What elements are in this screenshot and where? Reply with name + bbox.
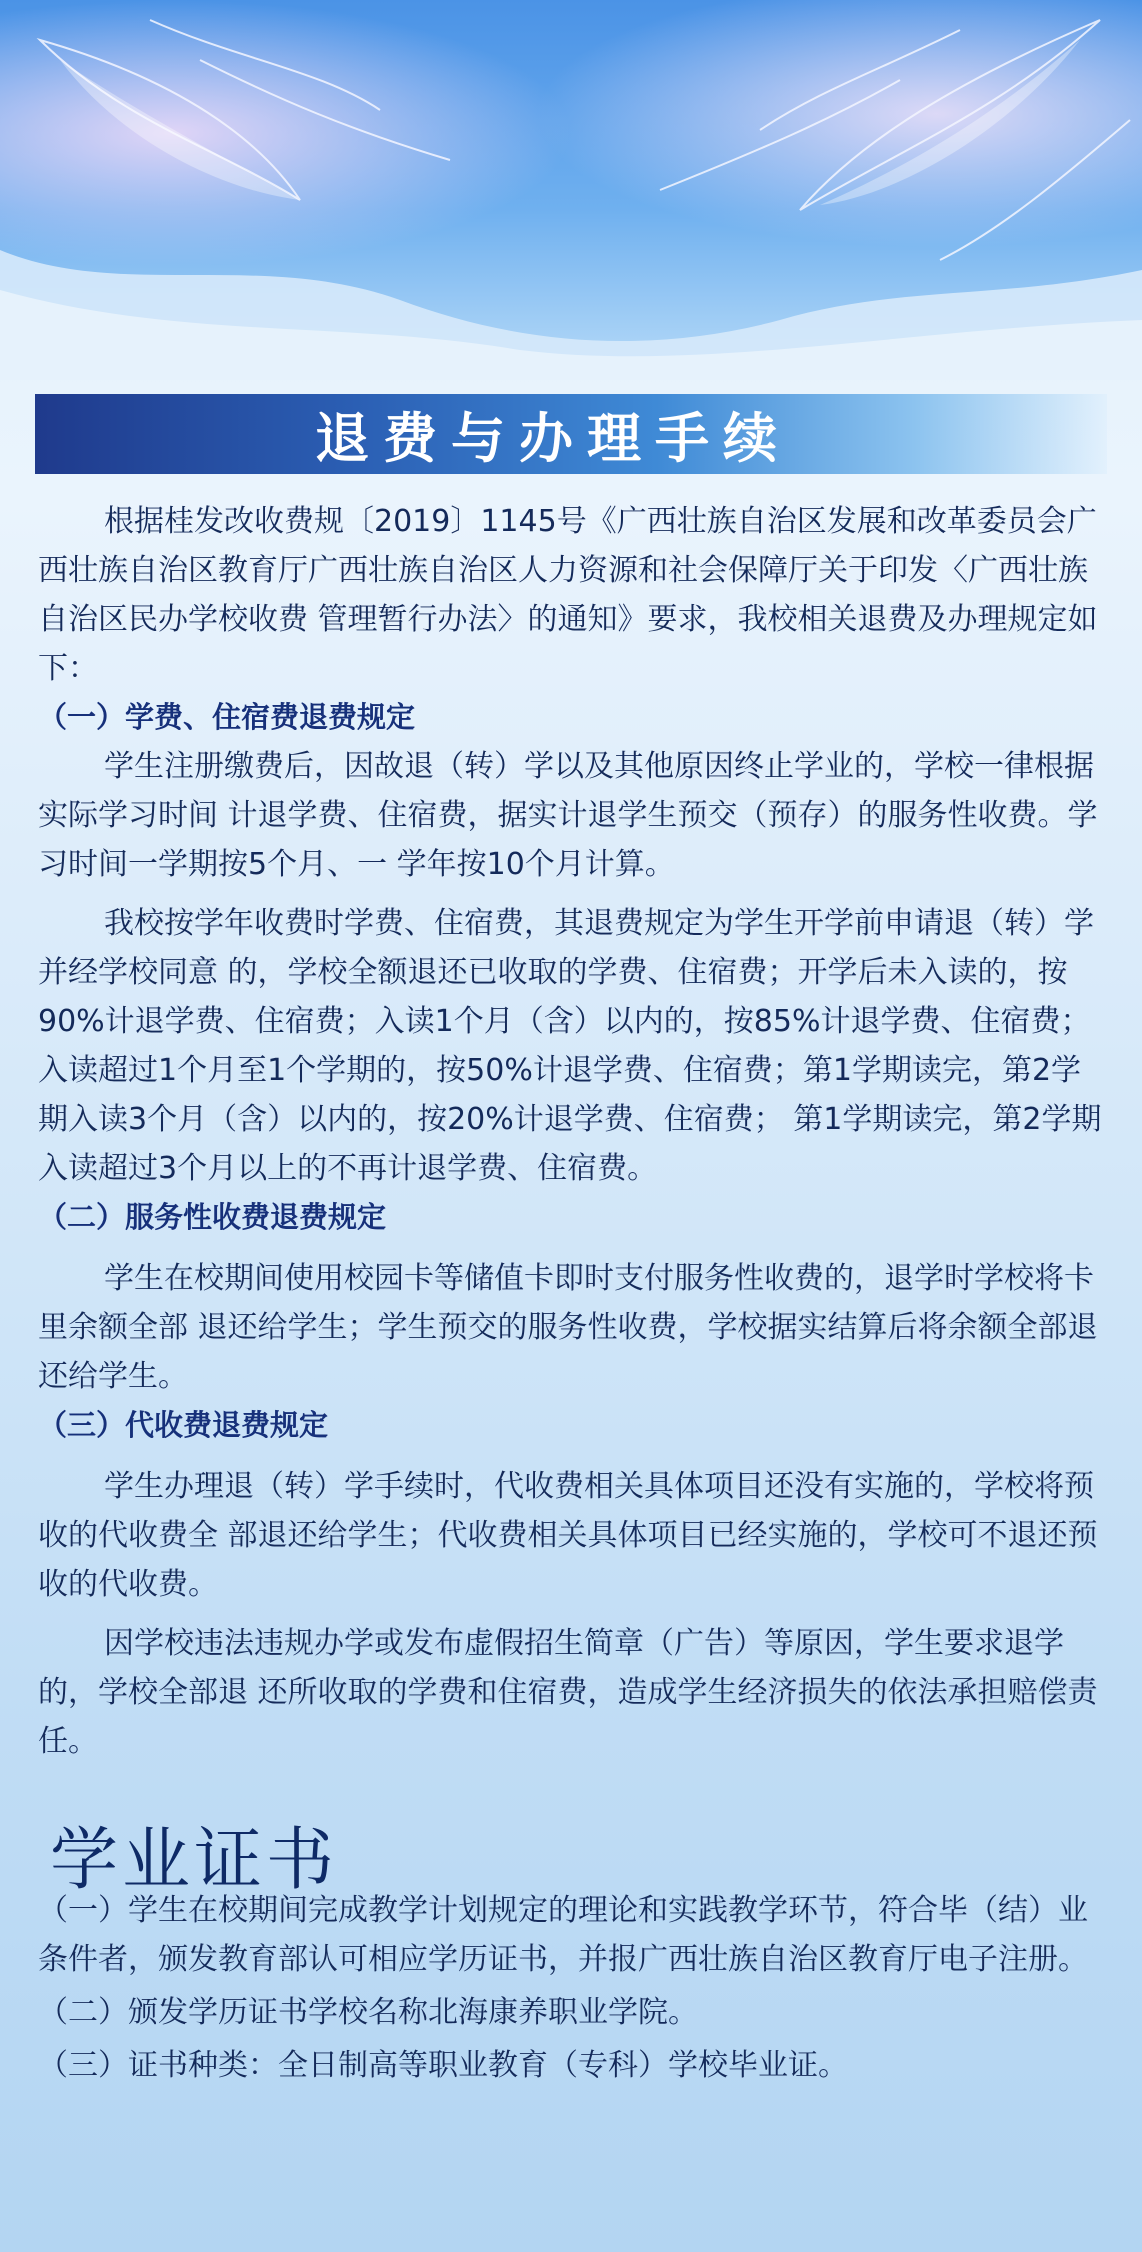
section3-paragraph-1: 学生办理退（转）学手续时，代收费相关具体项目还没有实施的，学校将预收的代收费全 部退还给学生；代收费相关具体项目已经实施的，学校可不退还预收的代收费。 <box>38 1469 1098 1602</box>
certificate-item-2: （二）颁发学历证书学校名称北海康养职业学院。 <box>38 1995 698 2030</box>
section3-paragraph-2: 因学校违法违规办学或发布虚假招生简章（广告）等原因，学生要求退学的，学校全部退 还所收取的学费和住宿费，造成学生经济损失的依法承担赔偿责任。 <box>38 1626 1098 1759</box>
section1-paragraph-2: 我校按学年收费时学费、住宿费，其退费规定为学生开学前申请退（转）学并经学校同意 的，学校全额退还已收取的学费、住宿费；开学后未入读的，按90%计退学费、住宿费；入读1个月（含）以内的，按85%计退学费、住宿费；入读超过1个月至1个学期的，按50%计退学费、住宿费；第1学期读完，第2学期入读3个月（含）以内的，按20%计退学费、住宿费； 第1学期读完，第2学期入读超过3个月以上的不再计退学费、住宿费。 <box>38 906 1102 1186</box>
section2-paragraph-1: 学生在校期间使用校园卡等储值卡即时支付服务性收费的，退学时学校将卡里余额全部 退还给学生；学生预交的服务性收费，学校据实结算后将余额全部退还给学生。 <box>38 1261 1098 1394</box>
refund-content <box>38 497 1110 1766</box>
refund-title: 退费与办理手续 <box>315 406 791 470</box>
certificate-title: 学业证书 <box>50 1821 339 1900</box>
refund-title-bar <box>35 394 1107 474</box>
section2-title: （二）服务性收费退费规定 <box>38 1200 387 1234</box>
section3-title: （三）代收费退费规定 <box>38 1408 329 1442</box>
section1-title: （一）学费、住宿费退费规定 <box>38 700 416 734</box>
certificate-item-3: （三）证书种类：全日制高等职业教育（专科）学校毕业证。 <box>38 2048 848 2083</box>
section1-paragraph-1: 学生注册缴费后，因故退（转）学以及其他原因终止学业的，学校一律根据实际学习时间 计退学费、住宿费，据实计退学生预交（预存）的服务性收费。学习时间一学期按5个月、一 学年按10个月计算。 <box>38 749 1098 882</box>
header-decoration <box>0 0 1142 380</box>
certificate-item-1: （一）学生在校期间完成教学计划规定的理论和实践教学环节，符合毕（结）业条件者，颁发教育部认可相应学历证书，并报广西壮族自治区教育厅电子注册。 <box>38 1893 1088 1977</box>
certificate-list <box>38 1886 1110 2094</box>
refund-intro: 根据桂发改收费规〔2019〕1145号《广西壮族自治区发展和改革委员会广西壮族自治区教育厅广西壮族自治区人力资源和社会保障厅关于印发〈广西壮族自治区民办学校收费 管理暂行办法〉的通知》要求，我校相关退费及办理规定如下： <box>38 504 1098 686</box>
